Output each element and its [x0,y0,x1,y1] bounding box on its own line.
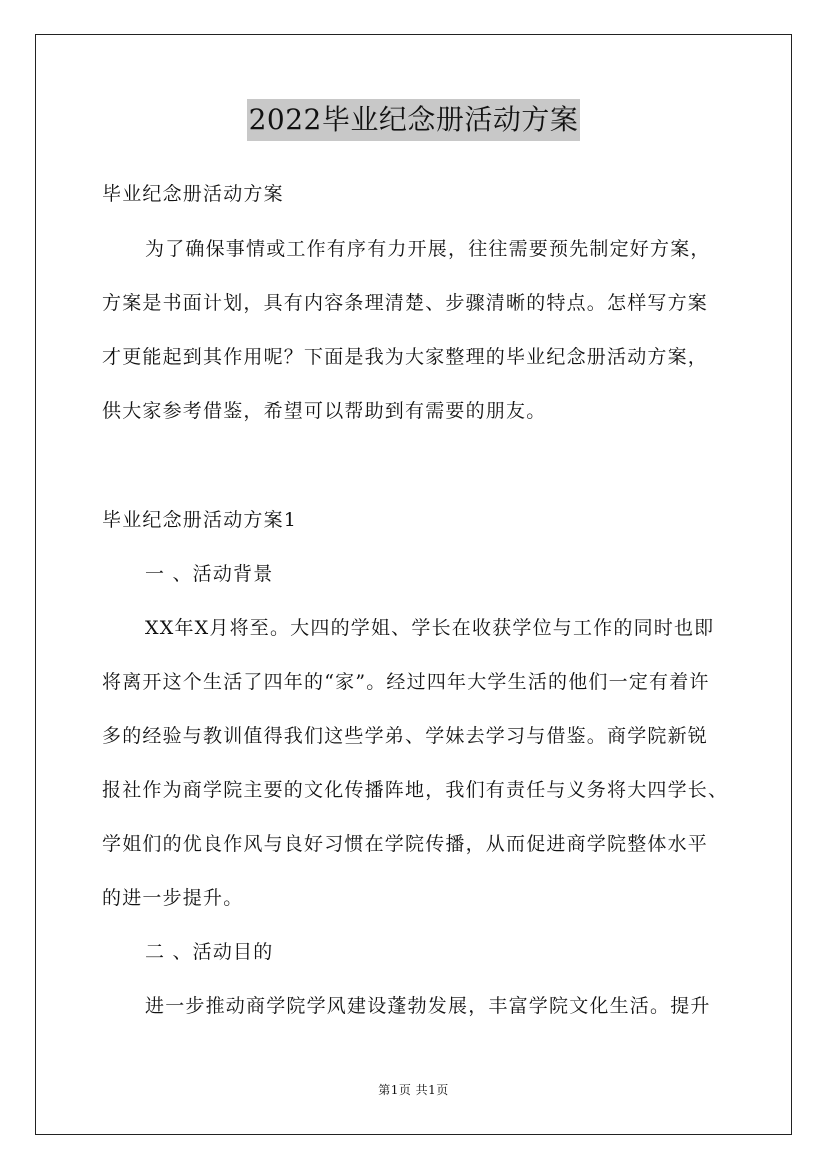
page-footer: 第1页 共1页 [378,1083,449,1097]
paragraph-line: 供大家参考借鉴，希望可以帮助到有需要的朋友。 [102,400,547,422]
subsection-heading: 二 、活动目的 [145,941,274,963]
paragraph-line: 为了确保事情或工作有序有力开展，往往需要预先制定好方案， [145,238,711,260]
paragraph-line: 才更能起到其作用呢？下面是我为大家整理的毕业纪念册活动方案， [102,346,709,368]
paragraph-line: 的进一步提升。 [102,887,244,909]
paragraph-line: 进一步推动商学院学风建设蓬勃发展，丰富学院文化生活。提升 [145,995,711,1017]
paragraph-line: 多的经验与教训值得我们这些学弟、学妹去学习与借鉴。商学院新锐 [102,725,709,747]
subsection-heading: 一 、活动背景 [145,563,274,585]
paragraph-line: 方案是书面计划，具有内容条理清楚、步骤清晰的特点。怎样写方案 [102,292,709,314]
title-wrapper [0,99,827,141]
paragraph-line: 学姐们的优良作风与良好习惯在学院传播，从而促进商学院整体水平 [102,833,709,855]
paragraph-line: 将离开这个生活了四年的“家”。经过四年大学生活的他们一定有着许 [102,671,710,693]
document-title: 2022毕业纪念册活动方案 [247,99,581,141]
paragraph-line: 报社作为商学院主要的文化传播阵地，我们有责任与义务将大四学长、 [102,779,729,801]
section-heading: 毕业纪念册活动方案 [102,183,284,205]
paragraph-line: XX年X月将至。大四的学姐、学长在收获学位与工作的同时也即 [145,617,715,639]
section-heading: 毕业纪念册活动方案1 [102,509,298,531]
